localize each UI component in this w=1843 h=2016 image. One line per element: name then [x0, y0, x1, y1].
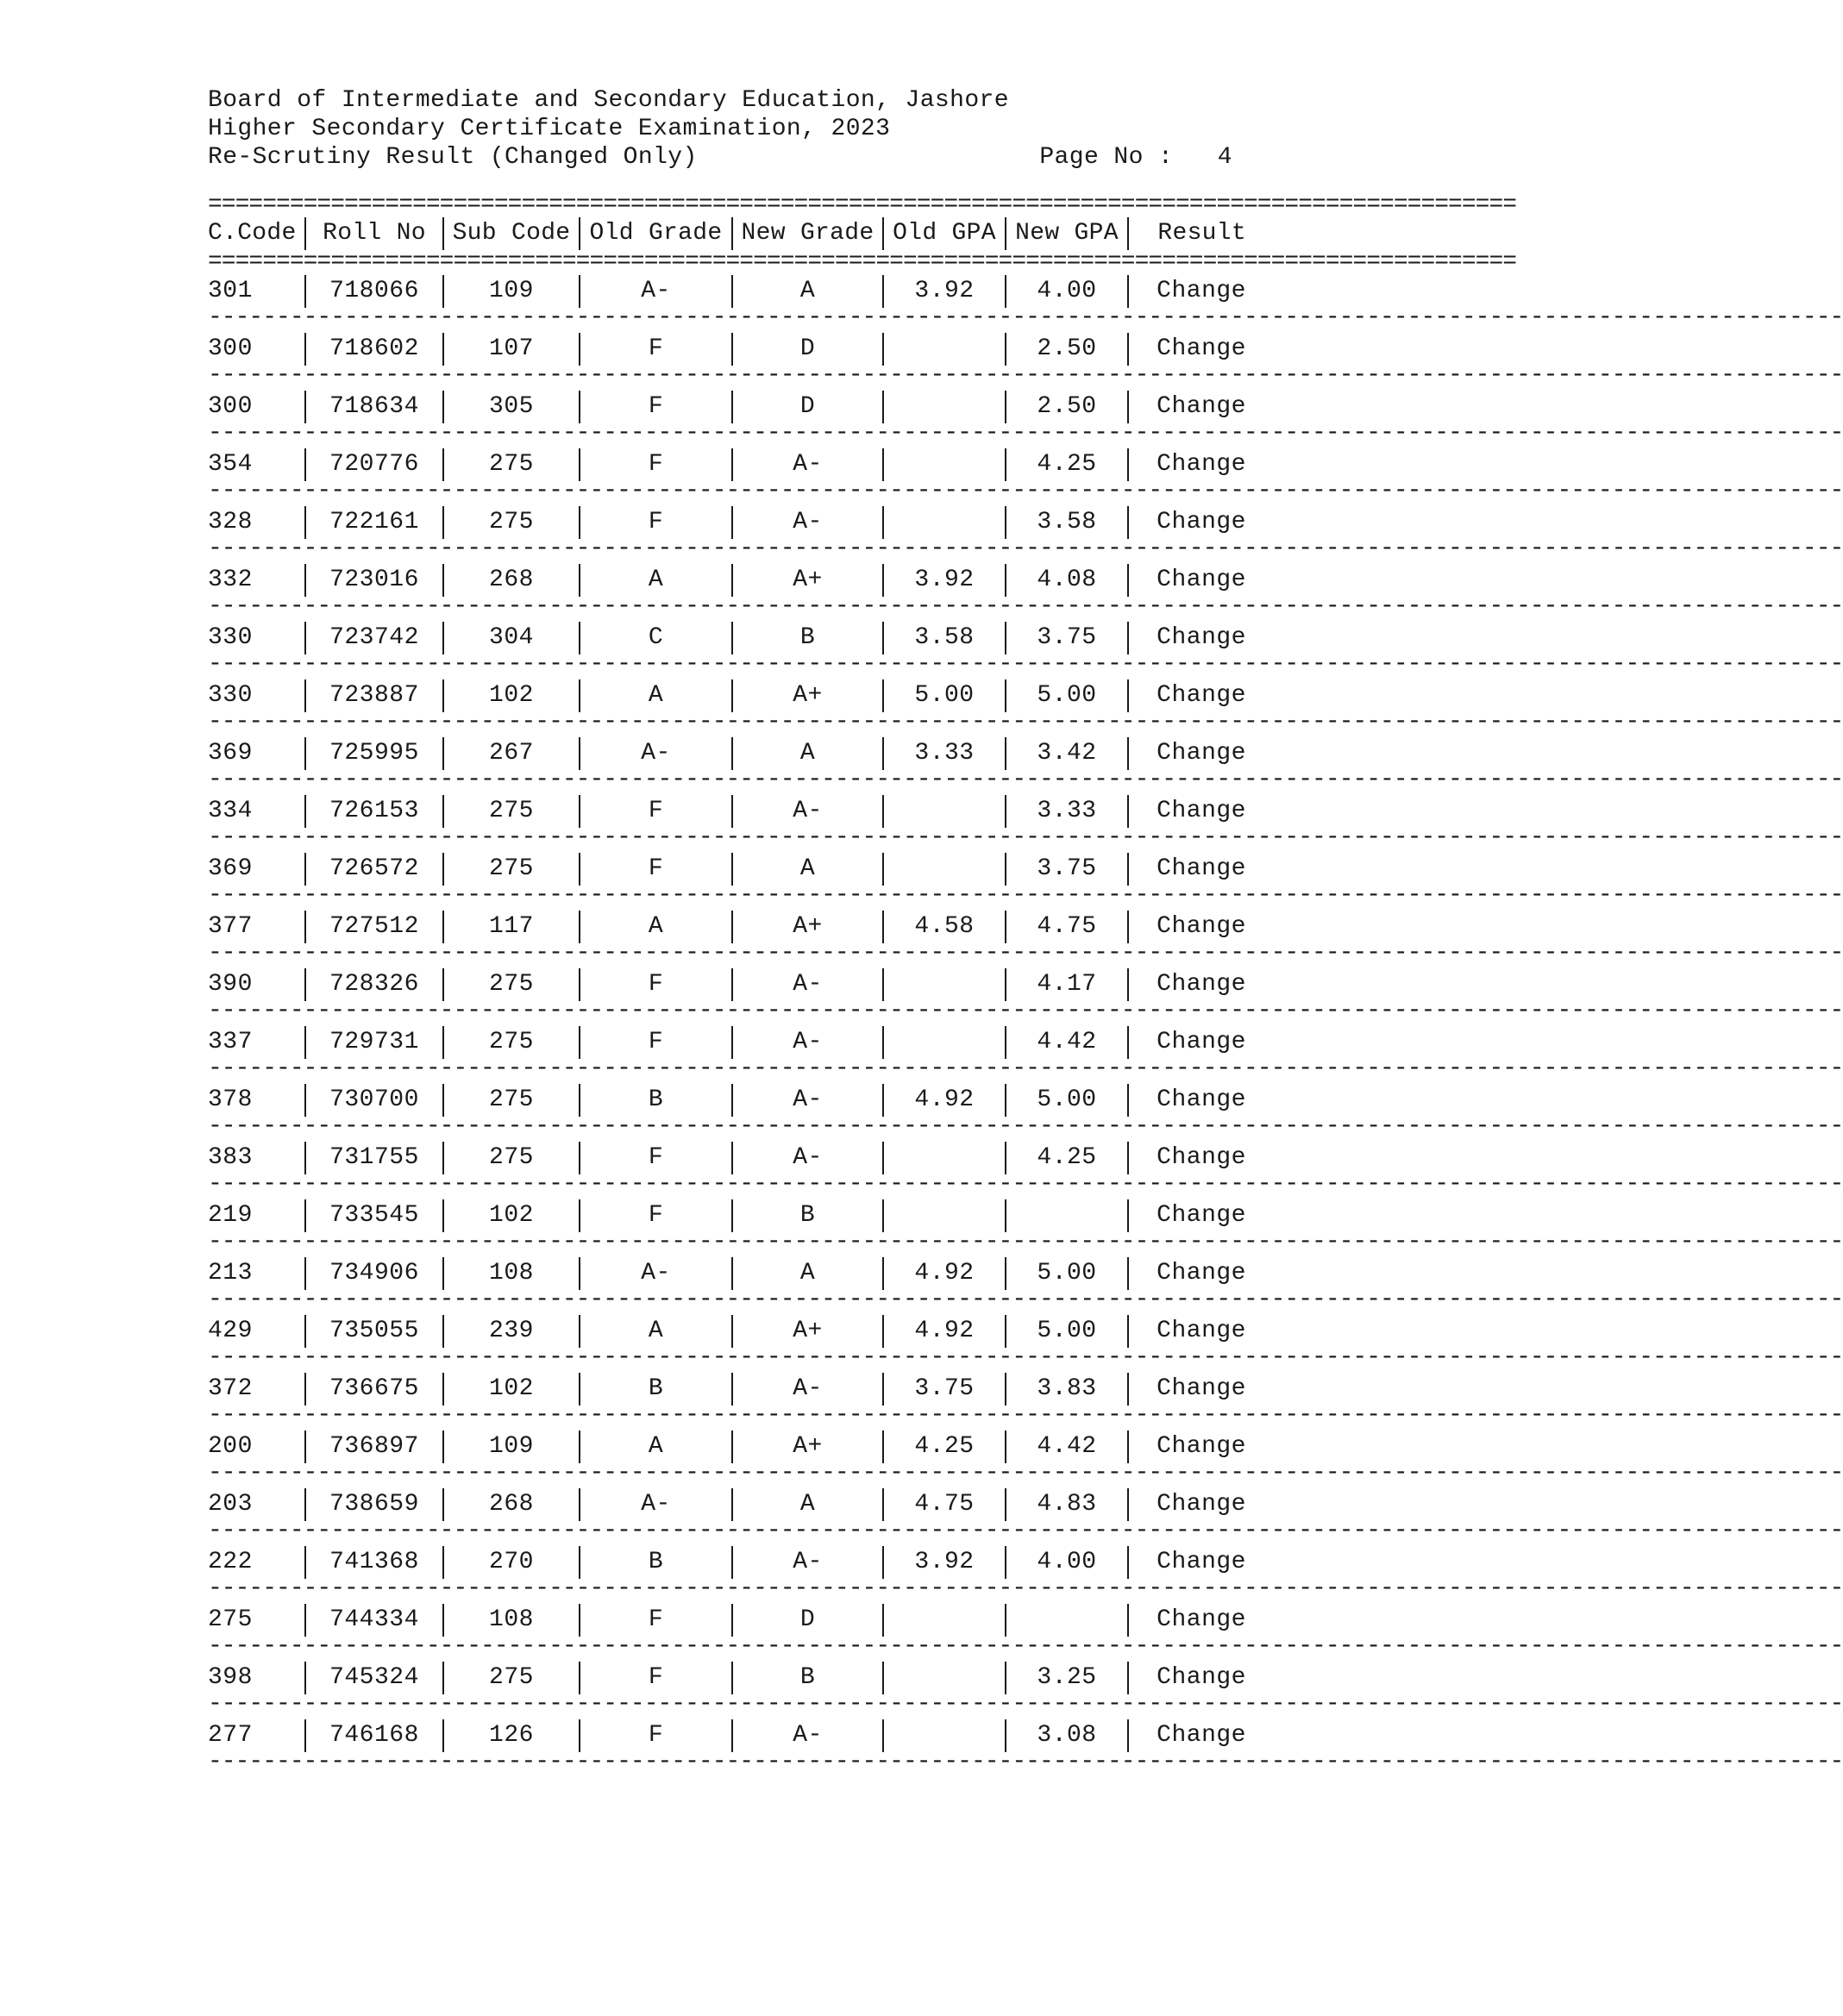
subject-code: 275	[442, 1026, 579, 1059]
table-row	[208, 558, 1246, 602]
old-grade: A-	[579, 275, 731, 308]
col-header: Result	[1127, 217, 1246, 250]
new-grade: A-	[731, 1373, 882, 1406]
new-gpa: 2.50	[1005, 333, 1127, 366]
subject-code: 275	[442, 1084, 579, 1117]
row-divider: ------------------------------------------------------------------------------------------------------------------------	[208, 304, 1843, 331]
center-code: 398	[208, 1663, 253, 1691]
result: Change	[1127, 448, 1246, 481]
new-gpa: 3.08	[1005, 1719, 1127, 1752]
subject-code: 275	[442, 448, 579, 481]
new-gpa: 4.83	[1005, 1488, 1127, 1521]
new-grade: A-	[731, 1546, 882, 1579]
center-code: 337	[208, 1028, 253, 1055]
row-divider: ------------------------------------------------------------------------------------------------------------------------	[208, 651, 1843, 678]
subject-code: 275	[442, 1662, 579, 1694]
new-gpa	[1005, 1604, 1127, 1637]
new-gpa: 3.75	[1005, 853, 1127, 886]
result: Change	[1127, 853, 1246, 886]
roll-no: 723742	[304, 622, 442, 654]
row-divider: ------------------------------------------------------------------------------------------------------------------------	[208, 767, 1843, 793]
result: Change	[1127, 968, 1246, 1001]
center-code: 300	[208, 335, 253, 362]
new-gpa: 4.00	[1005, 1546, 1127, 1579]
table-row	[208, 1020, 1246, 1064]
new-grade: A-	[731, 795, 882, 828]
new-grade: A-	[731, 1026, 882, 1059]
row-divider: ------------------------------------------------------------------------------------------------------------------------	[208, 1575, 1843, 1602]
old-grade: A	[579, 679, 731, 712]
table-row	[208, 789, 1246, 833]
center-code: 277	[208, 1721, 253, 1749]
old-grade: A-	[579, 1488, 731, 1521]
roll-no: 731755	[304, 1142, 442, 1174]
subject-code: 305	[442, 391, 579, 423]
result: Change	[1127, 506, 1246, 539]
subject-code: 126	[442, 1719, 579, 1752]
result: Change	[1127, 1142, 1246, 1174]
old-grade: A	[579, 1315, 731, 1348]
old-gpa: 4.58	[882, 911, 1005, 943]
center-code: 330	[208, 623, 253, 651]
old-gpa: 3.92	[882, 564, 1005, 597]
subject-code: 102	[442, 1373, 579, 1406]
old-gpa	[882, 448, 1005, 481]
center-code: 332	[208, 566, 253, 593]
table-row	[208, 500, 1246, 544]
new-gpa: 3.33	[1005, 795, 1127, 828]
new-grade: A+	[731, 1431, 882, 1463]
old-grade: F	[579, 391, 731, 423]
table-row	[208, 731, 1246, 775]
old-gpa	[882, 1719, 1005, 1752]
result: Change	[1127, 737, 1246, 770]
result: Change	[1127, 275, 1246, 308]
row-divider: ------------------------------------------------------------------------------------------------------------------------	[208, 824, 1843, 851]
old-grade: F	[579, 333, 731, 366]
col-header: Sub Code	[442, 217, 579, 250]
roll-no: 736675	[304, 1373, 442, 1406]
old-gpa: 4.92	[882, 1315, 1005, 1348]
result: Change	[1127, 679, 1246, 712]
result: Change	[1127, 1026, 1246, 1059]
table-row	[208, 673, 1246, 717]
old-grade: B	[579, 1373, 731, 1406]
new-grade: A+	[731, 911, 882, 943]
old-grade: A	[579, 911, 731, 943]
old-grade: A-	[579, 737, 731, 770]
table-row	[208, 1424, 1246, 1468]
subtitle-row	[208, 143, 1246, 172]
subject-code: 268	[442, 564, 579, 597]
new-grade: A	[731, 1488, 882, 1521]
subject-code: 107	[442, 333, 579, 366]
new-grade: A	[731, 737, 882, 770]
roll-no: 736897	[304, 1431, 442, 1463]
roll-no: 718602	[304, 333, 442, 366]
table-row	[208, 847, 1246, 891]
row-divider: ------------------------------------------------------------------------------------------------------------------------	[208, 478, 1843, 504]
old-grade: F	[579, 1604, 731, 1637]
roll-no: 722161	[304, 506, 442, 539]
subject-code: 108	[442, 1604, 579, 1637]
result: Change	[1127, 795, 1246, 828]
subject-code: 117	[442, 911, 579, 943]
subject-code: 109	[442, 1431, 579, 1463]
roll-no: 728326	[304, 968, 442, 1001]
new-gpa: 3.25	[1005, 1662, 1127, 1694]
roll-no: 741368	[304, 1546, 442, 1579]
new-gpa: 2.50	[1005, 391, 1127, 423]
old-grade: B	[579, 1084, 731, 1117]
roll-no: 735055	[304, 1315, 442, 1348]
new-gpa: 4.75	[1005, 911, 1127, 943]
col-header: New Grade	[731, 217, 882, 250]
new-gpa	[1005, 1199, 1127, 1232]
old-grade: A-	[579, 1257, 731, 1290]
old-gpa	[882, 333, 1005, 366]
old-gpa	[882, 853, 1005, 886]
new-gpa: 4.00	[1005, 275, 1127, 308]
subject-code: 108	[442, 1257, 579, 1290]
subject-code: 275	[442, 795, 579, 828]
table-row	[208, 1540, 1246, 1584]
old-grade: F	[579, 1719, 731, 1752]
table-row	[208, 1367, 1246, 1411]
row-divider: ------------------------------------------------------------------------------------------------------------------------	[208, 1691, 1843, 1718]
old-grade: B	[579, 1546, 731, 1579]
table-row	[208, 269, 1246, 313]
row-divider: ------------------------------------------------------------------------------------------------------------------------	[208, 1229, 1843, 1255]
table-header	[208, 212, 1246, 255]
new-gpa: 5.00	[1005, 1257, 1127, 1290]
new-gpa: 4.42	[1005, 1431, 1127, 1463]
table-row	[208, 962, 1246, 1006]
table-body	[208, 269, 1843, 1775]
table-row	[208, 1193, 1246, 1237]
subject-code: 275	[442, 1142, 579, 1174]
col-header: New GPA	[1005, 217, 1127, 250]
old-gpa: 3.33	[882, 737, 1005, 770]
new-grade: A	[731, 275, 882, 308]
center-code: 377	[208, 912, 253, 940]
new-grade: A	[731, 1257, 882, 1290]
center-code: 429	[208, 1317, 253, 1344]
row-divider: ------------------------------------------------------------------------------------------------------------------------	[208, 1460, 1843, 1487]
row-divider: ------------------------------------------------------------------------------------------------------------------------	[208, 1633, 1843, 1660]
old-gpa: 3.92	[882, 275, 1005, 308]
roll-no: 734906	[304, 1257, 442, 1290]
table-row	[208, 385, 1246, 429]
new-grade: A+	[731, 679, 882, 712]
new-grade: D	[731, 333, 882, 366]
new-gpa: 5.00	[1005, 1315, 1127, 1348]
result-document	[208, 86, 1843, 1775]
table-row	[208, 1598, 1246, 1642]
new-grade: A+	[731, 564, 882, 597]
subject-code: 304	[442, 622, 579, 654]
center-code: 390	[208, 970, 253, 998]
old-gpa: 3.58	[882, 622, 1005, 654]
result: Change	[1127, 622, 1246, 654]
row-divider: ------------------------------------------------------------------------------------------------------------------------	[208, 593, 1843, 620]
center-code: 300	[208, 392, 253, 420]
old-grade: A	[579, 1431, 731, 1463]
roll-no: 726153	[304, 795, 442, 828]
roll-no: 718634	[304, 391, 442, 423]
old-gpa	[882, 1662, 1005, 1694]
result: Change	[1127, 391, 1246, 423]
roll-no: 744334	[304, 1604, 442, 1637]
new-grade: A-	[731, 968, 882, 1001]
center-code: 213	[208, 1259, 253, 1287]
col-header: Roll No	[304, 217, 442, 250]
roll-no: 725995	[304, 737, 442, 770]
center-code: 219	[208, 1201, 253, 1229]
old-gpa: 5.00	[882, 679, 1005, 712]
row-divider: ------------------------------------------------------------------------------------------------------------------------	[208, 1344, 1843, 1371]
old-grade: F	[579, 795, 731, 828]
row-divider: ------------------------------------------------------------------------------------------------------------------------	[208, 998, 1843, 1024]
subject-code: 270	[442, 1546, 579, 1579]
new-gpa: 4.42	[1005, 1026, 1127, 1059]
new-grade: A-	[731, 1084, 882, 1117]
new-grade: A-	[731, 448, 882, 481]
center-code: 328	[208, 508, 253, 535]
report-title: Re-Scrutiny Result (Changed Only)	[208, 144, 698, 171]
col-header: Old GPA	[882, 217, 1005, 250]
old-gpa: 3.75	[882, 1373, 1005, 1406]
new-grade: A-	[731, 1142, 882, 1174]
old-grade: F	[579, 1662, 731, 1694]
center-code: 203	[208, 1490, 253, 1518]
new-gpa: 3.83	[1005, 1373, 1127, 1406]
old-grade: F	[579, 968, 731, 1001]
new-gpa: 3.75	[1005, 622, 1127, 654]
subject-code: 275	[442, 853, 579, 886]
roll-no: 723887	[304, 679, 442, 712]
table-row	[208, 1656, 1246, 1700]
table-row	[208, 442, 1246, 486]
center-code: 222	[208, 1548, 253, 1575]
roll-no: 727512	[304, 911, 442, 943]
result: Change	[1127, 1488, 1246, 1521]
new-gpa: 3.58	[1005, 506, 1127, 539]
old-gpa: 4.92	[882, 1084, 1005, 1117]
old-grade: F	[579, 853, 731, 886]
row-divider: ------------------------------------------------------------------------------------------------------------------------	[208, 1055, 1843, 1082]
old-gpa	[882, 1026, 1005, 1059]
new-gpa: 3.42	[1005, 737, 1127, 770]
table-row	[208, 1482, 1246, 1526]
table-row	[208, 1251, 1246, 1295]
old-grade: C	[579, 622, 731, 654]
table-row	[208, 1136, 1246, 1180]
result: Change	[1127, 1662, 1246, 1694]
row-divider: ------------------------------------------------------------------------------------------------------------------------	[208, 1518, 1843, 1544]
row-divider: ------------------------------------------------------------------------------------------------------------------------	[208, 1113, 1843, 1140]
roll-no: 738659	[304, 1488, 442, 1521]
new-grade: B	[731, 1199, 882, 1232]
center-code: 200	[208, 1432, 253, 1460]
old-grade: F	[579, 448, 731, 481]
row-divider: ------------------------------------------------------------------------------------------------------------------------	[208, 535, 1843, 562]
center-code: 330	[208, 681, 253, 709]
result: Change	[1127, 1315, 1246, 1348]
table-row	[208, 327, 1246, 371]
roll-no: 733545	[304, 1199, 442, 1232]
old-gpa	[882, 1142, 1005, 1174]
table-row	[208, 616, 1246, 660]
row-divider: ------------------------------------------------------------------------------------------------------------------------	[208, 1402, 1843, 1429]
double-rule: ================================================================================================	[208, 248, 1517, 275]
roll-no: 730700	[304, 1084, 442, 1117]
table-row	[208, 1078, 1246, 1122]
col-header: C.Code	[208, 220, 297, 247]
new-grade: A-	[731, 1719, 882, 1752]
table-row	[208, 1309, 1246, 1353]
result: Change	[1127, 1084, 1246, 1117]
old-gpa: 3.92	[882, 1546, 1005, 1579]
row-divider: ------------------------------------------------------------------------------------------------------------------------	[208, 1287, 1843, 1313]
roll-no: 726572	[304, 853, 442, 886]
result: Change	[1127, 1604, 1246, 1637]
subject-code: 267	[442, 737, 579, 770]
old-gpa: 4.75	[882, 1488, 1005, 1521]
old-gpa: 4.25	[882, 1431, 1005, 1463]
old-gpa	[882, 968, 1005, 1001]
row-divider: ------------------------------------------------------------------------------------------------------------------------	[208, 882, 1843, 909]
old-grade: F	[579, 1026, 731, 1059]
new-gpa: 4.25	[1005, 1142, 1127, 1174]
new-grade: D	[731, 391, 882, 423]
roll-no: 718066	[304, 275, 442, 308]
old-grade: F	[579, 506, 731, 539]
result: Change	[1127, 333, 1246, 366]
subject-code: 102	[442, 679, 579, 712]
center-code: 354	[208, 450, 253, 478]
new-grade: B	[731, 1662, 882, 1694]
board-name: Board of Intermediate and Secondary Education, Jashore	[208, 87, 1009, 114]
page-number: Page No : 4	[1039, 144, 1232, 171]
old-gpa	[882, 1199, 1005, 1232]
new-gpa: 5.00	[1005, 1084, 1127, 1117]
old-grade: F	[579, 1142, 731, 1174]
result: Change	[1127, 1546, 1246, 1579]
new-gpa: 5.00	[1005, 679, 1127, 712]
old-gpa	[882, 506, 1005, 539]
old-grade: F	[579, 1199, 731, 1232]
subject-code: 275	[442, 506, 579, 539]
row-divider: ------------------------------------------------------------------------------------------------------------------------	[208, 940, 1843, 967]
result: Change	[1127, 911, 1246, 943]
roll-no: 746168	[304, 1719, 442, 1752]
subject-code: 239	[442, 1315, 579, 1348]
old-gpa	[882, 1604, 1005, 1637]
center-code: 369	[208, 855, 253, 882]
row-divider: ------------------------------------------------------------------------------------------------------------------------	[208, 420, 1843, 447]
center-code: 334	[208, 797, 253, 824]
new-gpa: 4.25	[1005, 448, 1127, 481]
new-gpa: 4.17	[1005, 968, 1127, 1001]
result: Change	[1127, 1373, 1246, 1406]
center-code: 275	[208, 1606, 253, 1633]
subject-code: 275	[442, 968, 579, 1001]
center-code: 301	[208, 277, 253, 304]
result: Change	[1127, 1199, 1246, 1232]
row-divider: ------------------------------------------------------------------------------------------------------------------------	[208, 1749, 1843, 1775]
table-row	[208, 1713, 1246, 1757]
center-code: 378	[208, 1086, 253, 1113]
roll-no: 720776	[304, 448, 442, 481]
result: Change	[1127, 564, 1246, 597]
old-gpa	[882, 795, 1005, 828]
new-grade: D	[731, 1604, 882, 1637]
subject-code: 109	[442, 275, 579, 308]
old-gpa: 4.92	[882, 1257, 1005, 1290]
center-code: 369	[208, 739, 253, 767]
new-gpa: 4.08	[1005, 564, 1127, 597]
roll-no: 745324	[304, 1662, 442, 1694]
row-divider: ------------------------------------------------------------------------------------------------------------------------	[208, 362, 1843, 389]
new-grade: A	[731, 853, 882, 886]
row-divider: ------------------------------------------------------------------------------------------------------------------------	[208, 709, 1843, 736]
center-code: 372	[208, 1374, 253, 1402]
new-grade: A+	[731, 1315, 882, 1348]
roll-no: 729731	[304, 1026, 442, 1059]
result: Change	[1127, 1719, 1246, 1752]
col-header: Old Grade	[579, 217, 731, 250]
row-divider: ------------------------------------------------------------------------------------------------------------------------	[208, 1171, 1843, 1198]
table-row	[208, 905, 1246, 949]
old-grade: A	[579, 564, 731, 597]
result: Change	[1127, 1431, 1246, 1463]
new-grade: A-	[731, 506, 882, 539]
double-rule: ================================================================================================	[208, 191, 1517, 218]
subject-code: 102	[442, 1199, 579, 1232]
results-table	[208, 191, 1843, 1775]
roll-no: 723016	[304, 564, 442, 597]
subject-code: 268	[442, 1488, 579, 1521]
center-code: 383	[208, 1143, 253, 1171]
new-grade: B	[731, 622, 882, 654]
exam-name: Higher Secondary Certificate Examination, 2023	[208, 116, 891, 142]
result: Change	[1127, 1257, 1246, 1290]
old-gpa	[882, 391, 1005, 423]
